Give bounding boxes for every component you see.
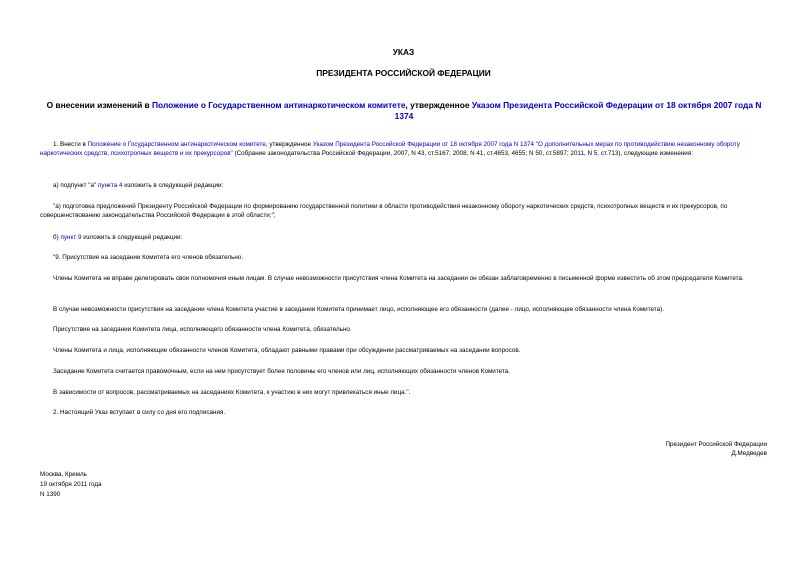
paragraph-12: 2. Настоящий Указ вступает в силу со дня его подписания. [53,409,226,416]
subtitle-prefix: О внесении изменений в [46,100,153,110]
paragraph-8: Присутствие на заседании Комитета лица, исполняющего обязанности члена Комитета, обязательно. [53,326,352,333]
p1-link-regulation[interactable]: Положение о Государственном антинаркотическом комитете [87,141,266,148]
signature-block [665,440,767,458]
decree-number: N 1390 [40,491,61,498]
paragraph-6: Члены Комитета не вправе делегировать свои полномочия иным лицам. В случае невозможности присутствия члена Комитета на заседании он обязан заблаговременно в письменной форме известить об этом председателя Комитета. [53,275,744,282]
decree-issuer: ПРЕЗИДЕНТА РОССИЙСКОЙ ФЕДЕРАЦИИ [316,68,491,78]
paragraph-5: "9. Присутствие на заседании Комитета его членов обязательно. [53,254,244,261]
paragraph-10: Заседание Комитета считается правомочным, если на нем присутствует более половины его членов или лиц, исполняющих обязанности членов Комитета. [53,368,510,375]
signer-name: Д.Медведев [731,450,767,457]
p4-link-item-9[interactable]: пункт 9 [60,234,82,241]
p1-prefix: 1. Внести в [53,141,88,148]
signer-position: Президент Российской Федерации [665,441,767,448]
paragraph-11: В зависимости от вопросов, рассматриваемых на заседаниях Комитета, к участию в них могут привлекаться иные лица.". [53,389,411,396]
subtitle-middle: , утвержденное [405,100,472,110]
paragraph-2 [40,182,768,191]
place-date-block [40,470,102,500]
paragraph-3: "а) подготовка предложений Президенту Российской Федерации по формированию государственной политики в области противодействия незаконному обороту наркотических средств, психотропных веществ и их прекурсоров, по совершенствованию законодательства Российской Федерации в этой области;"; [40,203,728,219]
subtitle-link-decree[interactable]: Указом Президента Российской Федерации от 18 октября 2007 года N 1374 [394,100,762,121]
p1-middle: , утвержденное [265,141,313,148]
decree-title: УКАЗ [392,47,415,57]
paragraph-4 [40,234,768,243]
p1-link-decree[interactable]: Указом Президента Российской Федерации от 18 октября 2007 года N 1374 "О дополнительных мерах по противодействию незаконному обороту наркотических средств, психотропных веществ и их прекурсоров" [40,141,740,157]
signing-date: 19 октября 2011 года [40,481,102,488]
subtitle-link-regulation[interactable]: Положение о Государственном антинаркотическом комитете [152,100,406,110]
p4-prefix: б) [53,234,61,241]
p2-prefix: а) подпункт "а" [53,182,99,189]
paragraph-9: Члены Комитета и лица, исполняющие обязанности членов Комитета, обладают равными правами при обсуждении рассматриваемых на заседании вопросов. [53,347,521,354]
p4-suffix: изложить в следующей редакции: [81,234,183,241]
paragraph-1 [40,141,768,158]
paragraph-7: В случае невозможности присутствия на заседании члена Комитета участие в заседании Комитета принимает лицо, исполняющее его обязанности (далее - лицо, исполняющее обязанности члена Комитета). [53,306,664,313]
p1-suffix: (Собрание законодательства Российской Федерации, 2007, N 43, ст.5167; 2008, N 41, ст.4653, 4655; N 50, ст.5897; 2011, N 5, ст.713), следующие изменения: [232,149,693,157]
p2-suffix: изложить в следующей редакции: [122,182,224,189]
signing-place: Москва, Кремль [40,471,87,478]
decree-subtitle [40,100,768,122]
p2-link-item-4[interactable]: пункта 4 [98,182,123,189]
